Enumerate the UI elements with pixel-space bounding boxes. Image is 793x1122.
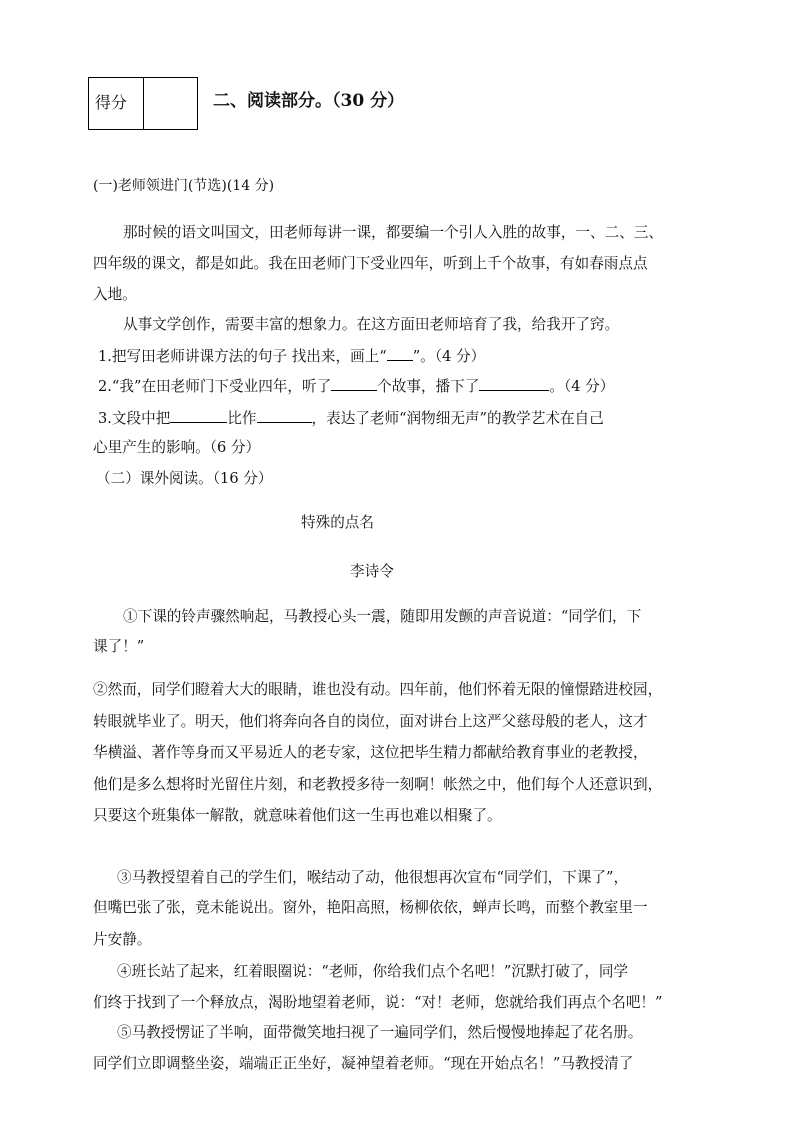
story-line: 转眼就毕业了。明天，他们将奔向各自的岗位，面对讲台上这严父慈母般的老人，这才 bbox=[93, 713, 648, 730]
story-line: 片安静。 bbox=[93, 931, 152, 948]
section-title: 二、阅读部分。（30 分） bbox=[213, 91, 405, 111]
q3-text: 比作 bbox=[227, 410, 257, 427]
q1-text: 1.把写田老师讲课方法的句子 找出来，画上“ bbox=[98, 348, 387, 365]
q3-text: 3.文段中把 bbox=[98, 410, 171, 427]
q2-text: 。（4 分） bbox=[549, 378, 615, 395]
q1-text: ”。（4 分） bbox=[412, 348, 486, 365]
answer-blank[interactable] bbox=[479, 375, 549, 391]
story-title: 特殊的点名 bbox=[301, 514, 374, 531]
answer-blank[interactable] bbox=[387, 345, 413, 361]
q2-text: 2.“我”在田老师门下受业四年，听了 bbox=[98, 378, 332, 395]
story-line: 课了！” bbox=[93, 638, 145, 655]
question-2 bbox=[98, 375, 614, 397]
story-line: ④班长站了起来，红着眼圈说：“老师，你给我们点个名吧！”沉默打破了，同学 bbox=[117, 963, 629, 980]
question-1 bbox=[98, 345, 485, 367]
part1-title: (一)老师领进门(节选)(14 分) bbox=[93, 178, 275, 194]
score-box-divider bbox=[143, 78, 144, 129]
para1-line: 那时候的语文叫国文，田老师每讲一课，都要编一个引人入胜的故事，一、二、三、 bbox=[123, 224, 663, 241]
story-line: ③马教授望着自己的学生们，喉结动了动，他很想再次宣布“同学们，下课了”， bbox=[117, 869, 629, 886]
story-line: 但嘴巴张了张，竟未能说出。窗外，艳阳高照，杨柳依依，蝉声长鸣，而整个教室里一 bbox=[93, 899, 648, 916]
question-3 bbox=[98, 407, 604, 429]
score-box bbox=[88, 77, 198, 130]
answer-blank[interactable] bbox=[331, 375, 377, 391]
story-line: ⑤马教授愣证了半响，面带微笑地扫视了一遍同学们，然后慢慢地捧起了花名册。 bbox=[117, 1024, 643, 1041]
story-author: 李诗令 bbox=[350, 563, 394, 580]
answer-blank[interactable] bbox=[170, 407, 227, 423]
story-line: 们终于找到了一个释放点，渴盼地望着老师，说：“对！老师，您就给我们再点个名吧！” bbox=[93, 994, 663, 1011]
q3-text: ，表达了老师“润物细无声”的教学艺术在自己 bbox=[311, 410, 604, 427]
story-line: 只要这个班集体一解散，就意味着他们这一生再也难以相聚了。 bbox=[93, 807, 502, 824]
story-line: 华横溢、著作等身而又平易近人的老专家，这位把毕生精力都献给教育事业的老教授， bbox=[93, 744, 648, 761]
story-line: ②然而，同学们瞪着大大的眼睛，谁也没有动。四年前，他们怀着无限的憧憬踏进校园， bbox=[93, 681, 663, 698]
para1-line: 四年级的课文，都是如此。我在田老师门下受业四年，听到上千个故事，有如春雨点点 bbox=[93, 255, 648, 272]
para1-line: 入地。 bbox=[93, 286, 137, 303]
question-3-cont: 心里产生的影响。（6 分） bbox=[93, 439, 261, 456]
story-line: ①下课的铃声骤然响起，马教授心头一震，随即用发颤的声音说道：“同学们，下 bbox=[123, 608, 642, 625]
story-line: 他们是多么想将时光留住片刻，和老教授多待一刻啊！帐然之中，他们每个人还意识到， bbox=[93, 776, 663, 793]
q2-text: 个故事，播下了 bbox=[377, 378, 480, 395]
part2-title: （二）课外阅读。（16 分） bbox=[96, 470, 273, 487]
answer-blank[interactable] bbox=[257, 407, 312, 423]
story-line: 同学们立即调整坐姿，端端正正坐好，凝神望着老师。“现在开始点名！”马教授清了 bbox=[93, 1055, 634, 1072]
score-label: 得分 bbox=[95, 93, 128, 112]
para2: 从事文学创作，需要丰富的想象力。在这方面田老师培育了我，给我开了窍。 bbox=[123, 316, 620, 333]
